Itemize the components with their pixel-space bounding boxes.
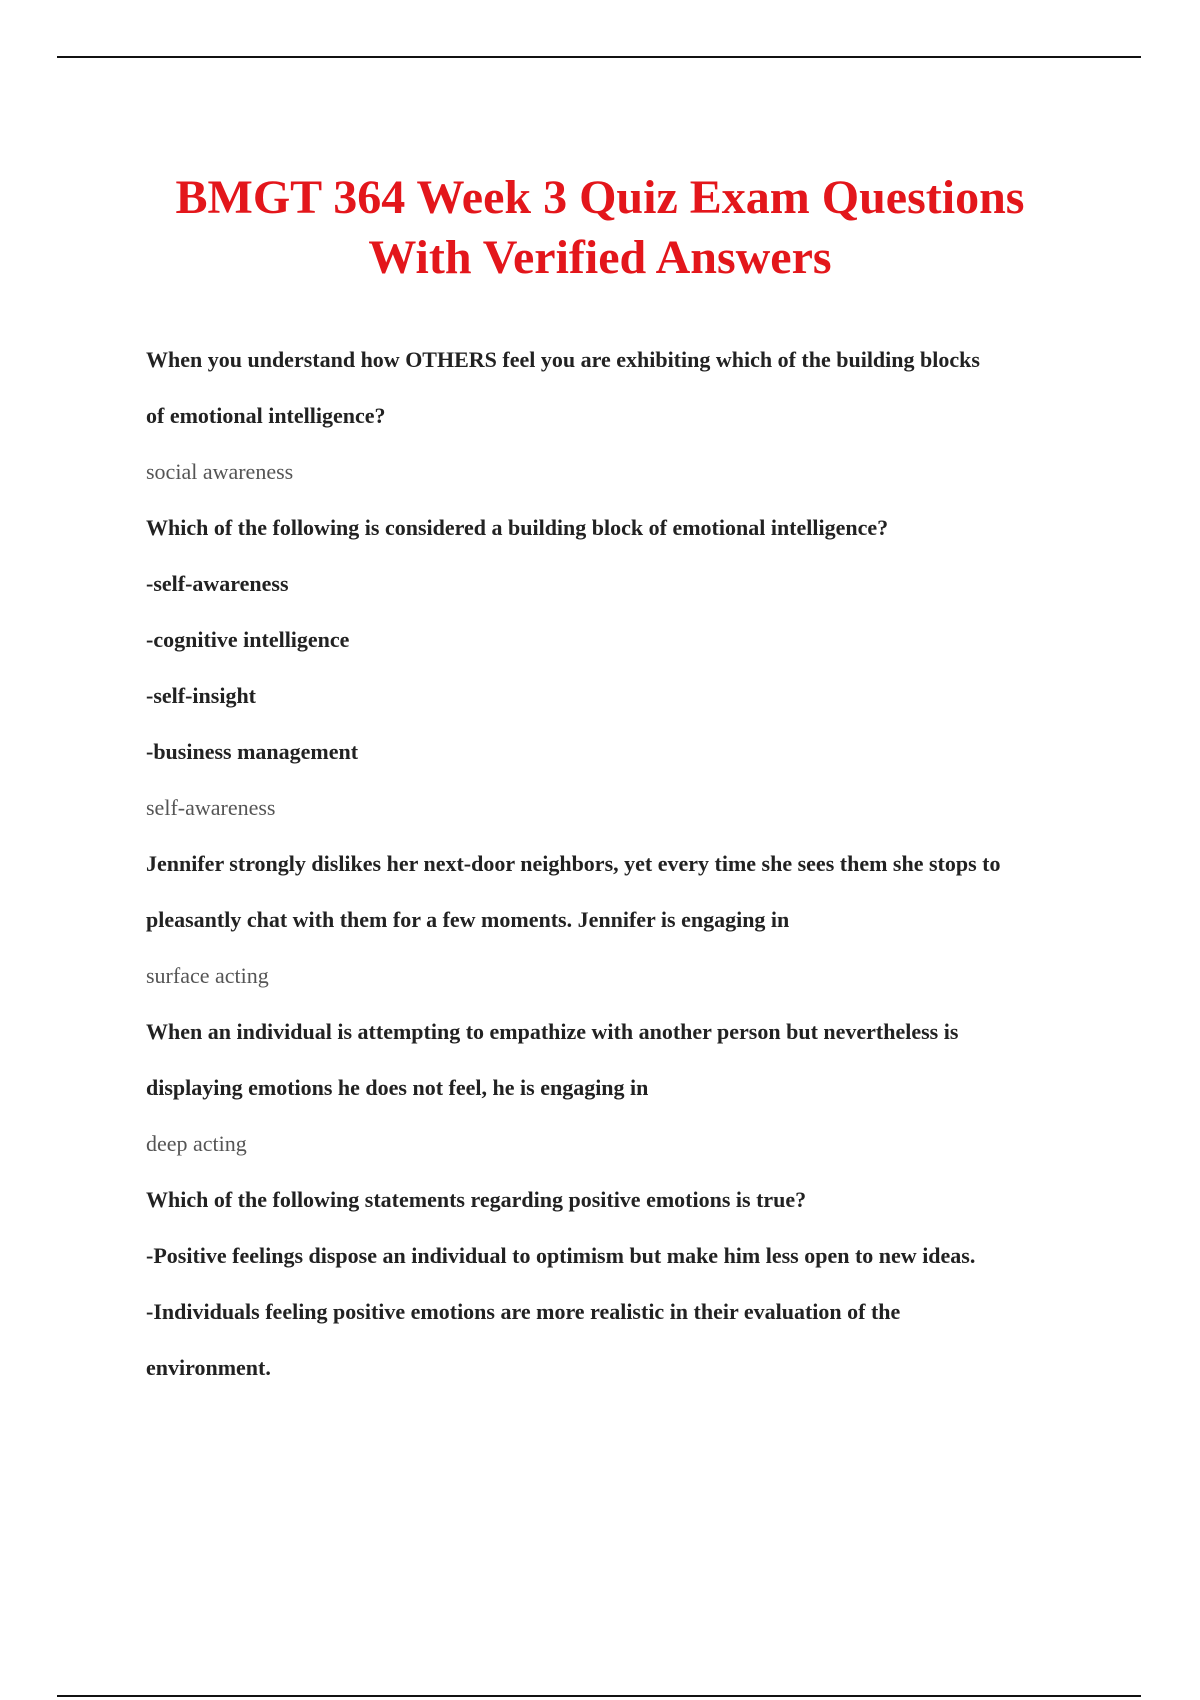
question-line: When an individual is attempting to empathize with another person but nevertheless is: [146, 1019, 959, 1044]
question-line: Which of the following statements regarding positive emotions is true?: [146, 1187, 807, 1212]
quiz-item: [146, 500, 1106, 836]
quiz-item: [146, 836, 1106, 1004]
question-line: When you understand how OTHERS feel you are exhibiting which of the building blocks: [146, 347, 980, 372]
answer-option: -Positive feelings dispose an individual to optimism but make him less open to new ideas.: [146, 1243, 976, 1268]
quiz-item: [146, 332, 1106, 500]
answer-option: environment.: [146, 1355, 271, 1380]
answer-option: -business management: [146, 739, 359, 764]
answer: deep acting: [146, 1131, 247, 1156]
document-title: [100, 168, 1100, 288]
question-line: of emotional intelligence?: [146, 403, 386, 428]
title-line-2: With Verified Answers: [368, 231, 832, 284]
quiz-item: [146, 1172, 1106, 1396]
answer: social awareness: [146, 459, 294, 484]
title-line-1: BMGT 364 Week 3 Quiz Exam Questions: [175, 171, 1025, 224]
top-rule: [57, 56, 1141, 58]
answer-option: -cognitive intelligence: [146, 627, 350, 652]
bottom-rule: [57, 1695, 1141, 1697]
answer-option: -self-awareness: [146, 571, 289, 596]
answer-option: -Individuals feeling positive emotions are more realistic in their evaluation of the: [146, 1299, 901, 1324]
question-line: Which of the following is considered a building block of emotional intelligence?: [146, 515, 889, 540]
answer: surface acting: [146, 963, 269, 988]
question-line: pleasantly chat with them for a few moments. Jennifer is engaging in: [146, 907, 790, 932]
answer-option: -self-insight: [146, 683, 256, 708]
question-line: Jennifer strongly dislikes her next-door neighbors, yet every time she sees them she stops to: [146, 851, 1001, 876]
quiz-content: [146, 332, 1106, 1396]
quiz-item: [146, 1004, 1106, 1172]
question-line: displaying emotions he does not feel, he is engaging in: [146, 1075, 649, 1100]
answer: self-awareness: [146, 795, 276, 820]
